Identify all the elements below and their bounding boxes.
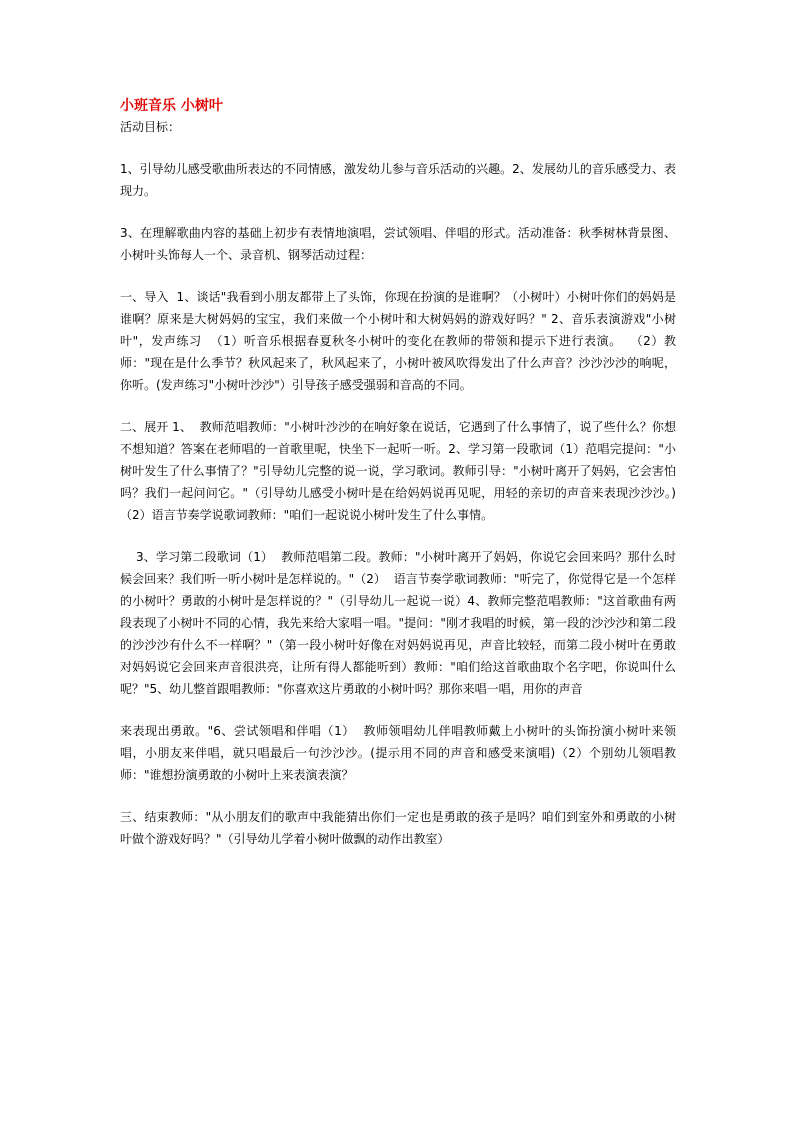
- blank-line: [120, 526, 676, 546]
- blank-line: [120, 700, 676, 720]
- blank-line: [120, 786, 676, 806]
- paragraph-second-verse: 3、学习第二段歌词（1） 教师范唱第二段。教师："小树叶离开了妈妈，你说它会回来吗？那什么时候会回来？我们听一听小树叶是怎样说的。"（2） 语言节奏学歌词教师："听完了，你觉得它是一个怎样的小树叶？勇敢的小树叶是怎样说的？"（引导幼儿一起说一说）4、教师完整范唱教师："这首歌曲有两段表现了小树叶不同的心情，我先来给大家唱一唱。"提问："刚才我唱的时候，第一段的沙沙沙和第二段的沙沙沙有什么不一样啊？"（第一段小树叶好像在对妈妈说再见，声音比较轻，而第二段小树叶在勇敢对妈妈说它会回来声音很洪亮，让所有得人都能听到）教师："咱们给这首歌曲取个名字吧，你说叫什么呢？"5、幼儿整首跟唱教师："你喜欢这片勇敢的小树叶吗？那你来唱一唱，用你的声音: [120, 550, 677, 696]
- document-page: [120, 96, 676, 850]
- blank-line: [120, 138, 676, 158]
- paragraph-objectives-1-2: 1、引导幼儿感受歌曲所表达的不同情感，激发幼儿参与音乐活动的兴趣。2、发展幼儿的音乐感受力、表现力。: [120, 162, 676, 198]
- blank-line: [120, 202, 676, 222]
- blank-line: [120, 266, 676, 286]
- paragraph-objective-3-preparation: 3、在理解歌曲内容的基础上初步有表情地演唱，尝试领唱、伴唱的形式。活动准备：秋季树林背景图、小树叶头饰每人一个、录音机、钢琴活动过程：: [120, 226, 676, 262]
- paragraph-development: 二、展开 1、 教师范唱教师："小树叶沙沙的在响好象在说话，它遇到了什么事情了，说了些什么？你想不想知道？答案在老师唱的一首歌里呢，快坐下一起听一听。2、学习第一段歌词（1）范唱完提问："小树叶发生了什么事情了？"引导幼儿完整的说一说，学习歌词。教师引导："小树叶离开了妈妈，它会害怕吗？我们一起问问它。"（引导幼儿感受小树叶是在给妈妈说再见呢，用轻的亲切的声音来表现沙沙沙。)（2）语言节奏学说歌词教师："咱们一起说说小树叶发生了什么事情。: [120, 420, 676, 522]
- paragraph-lead-singing: 来表现出勇敢。"6、尝试领唱和伴唱（1） 教师领唱幼儿伴唱教师戴上小树叶的头饰扮演小树叶来领唱，小朋友来伴唱，就只唱最后一句沙沙沙。(提示用不同的声音和感受来演唱)（2）个别幼儿领唱教师："谁想扮演勇敢的小树叶上来表演表演？: [120, 724, 676, 782]
- blank-line: [120, 396, 676, 416]
- objectives-heading: 活动目标：: [120, 120, 181, 134]
- document-title: 小班音乐 小树叶: [120, 98, 223, 114]
- paragraph-conclusion: 三、结束教师："从小朋友们的歌声中我能猜出你们一定也是勇敢的孩子是吗？咱们到室外和勇敢的小树叶做个游戏好吗？"（引导幼儿学着小树叶做飘的动作出教室）: [120, 810, 676, 846]
- paragraph-introduction: 一、导入 1、谈话"我看到小朋友都带上了头饰，你现在扮演的是谁啊？（小树叶）小树叶你们的妈妈是谁啊？原来是大树妈妈的宝宝，我们来做一个小树叶和大树妈妈的游戏好吗？" 2、音乐表演游戏"小树叶"，发声练习 （1）听音乐根据春夏秋冬小树叶的变化在教师的带领和提示下进行表演。 （2）教师："现在是什么季节？秋风起来了，秋风起来了，小树叶被风吹得发出了什么声音？沙沙沙沙的响呢，你听。(发声练习"小树叶沙沙"）引导孩子感受强弱和音高的不同。: [120, 290, 676, 392]
